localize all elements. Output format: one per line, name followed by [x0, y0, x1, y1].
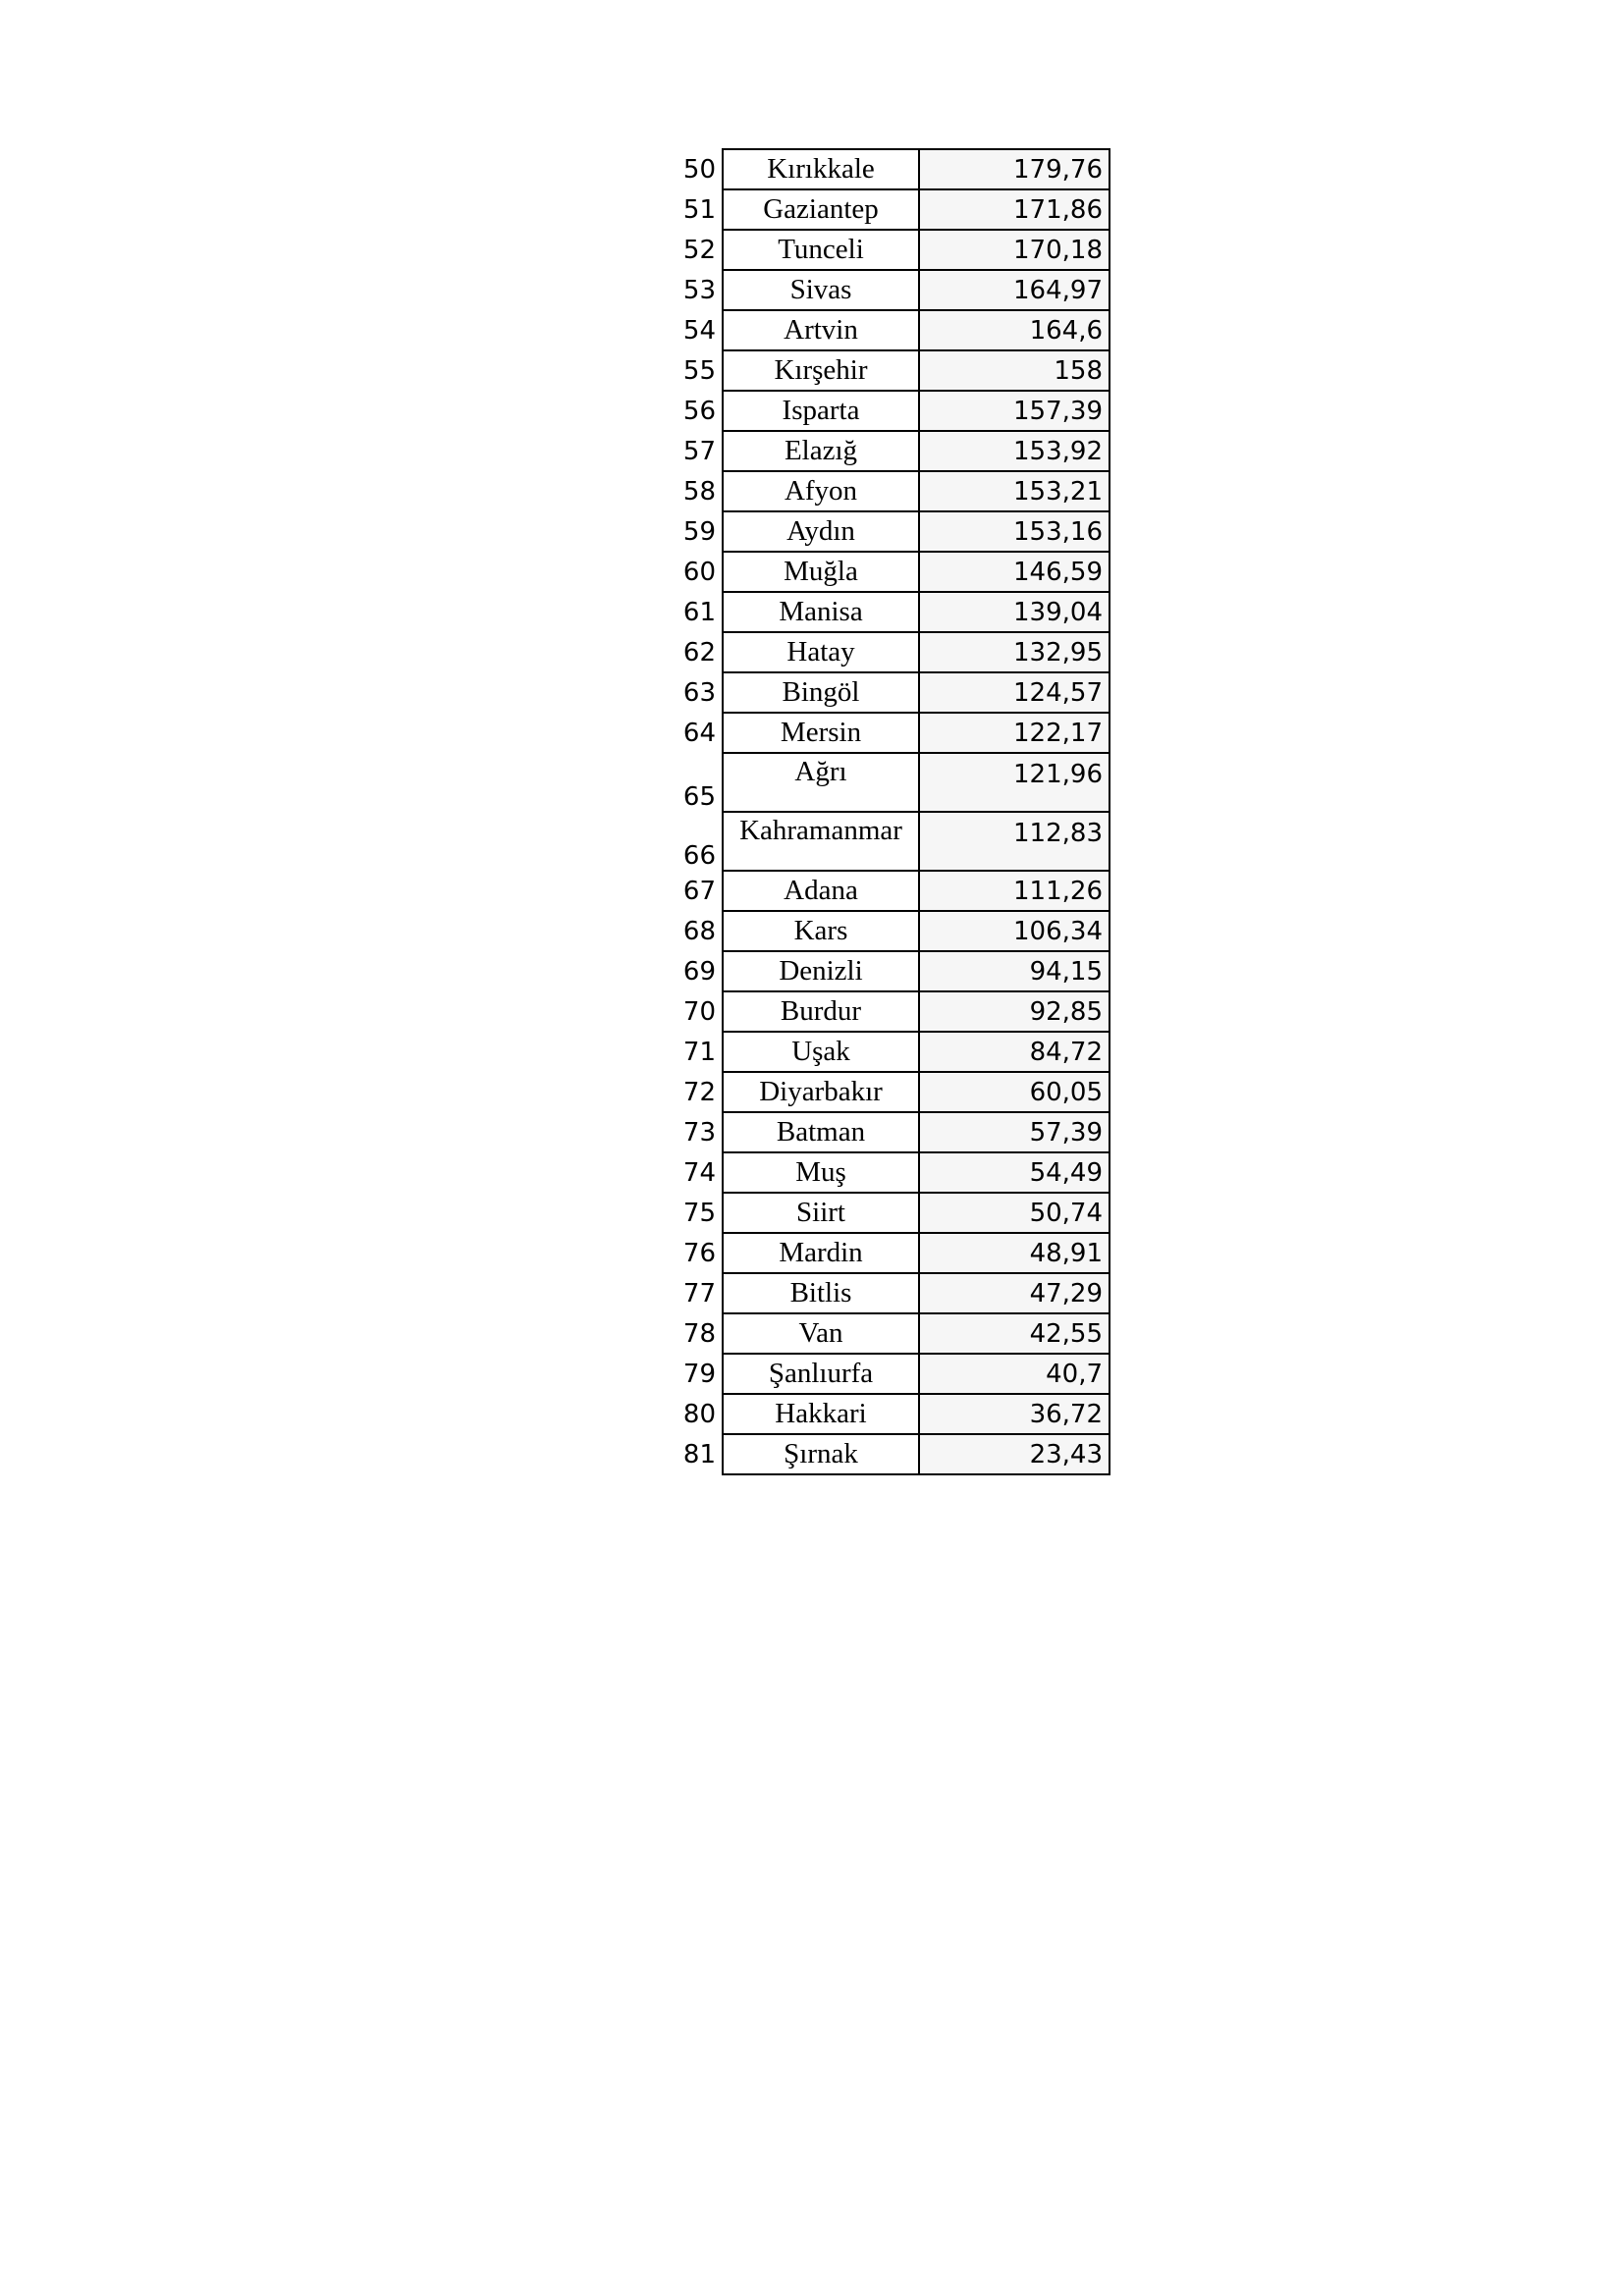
city-cell: Denizli	[723, 951, 919, 991]
rank-cell: 64	[682, 718, 716, 748]
table-row	[669, 431, 1110, 471]
city-cell: Afyon	[723, 471, 919, 511]
rank-cell: 56	[682, 396, 716, 426]
table-row	[669, 812, 1110, 871]
table-row	[669, 1032, 1110, 1072]
city-cell: Kırıkkale	[723, 149, 919, 189]
value-cell: 57,39	[919, 1112, 1110, 1152]
rank-cell: 81	[682, 1439, 716, 1469]
table-row	[669, 310, 1110, 350]
ranking-table-container	[669, 148, 1110, 1475]
city-cell: Manisa	[723, 592, 919, 632]
table-row	[669, 1434, 1110, 1474]
value-cell: 153,16	[919, 511, 1110, 552]
value-cell: 84,72	[919, 1032, 1110, 1072]
table-row	[669, 270, 1110, 310]
rank-cell: 70	[682, 996, 716, 1027]
city-cell: Diyarbakır	[723, 1072, 919, 1112]
table-row	[669, 1152, 1110, 1193]
value-cell: 153,92	[919, 431, 1110, 471]
value-cell: 121,96	[919, 753, 1110, 812]
table-row	[669, 713, 1110, 753]
rank-cell: 69	[682, 956, 716, 987]
value-cell: 54,49	[919, 1152, 1110, 1193]
rank-cell: 53	[682, 275, 716, 305]
rank-cell: 62	[682, 637, 716, 667]
table-row	[669, 1273, 1110, 1313]
rank-cell: 77	[682, 1278, 716, 1308]
rank-cell: 65	[682, 782, 716, 812]
rank-cell: 59	[682, 516, 716, 547]
table-row	[669, 592, 1110, 632]
city-cell: Hakkari	[723, 1394, 919, 1434]
table-row	[669, 391, 1110, 431]
table-row	[669, 1233, 1110, 1273]
city-cell: Elazığ	[723, 431, 919, 471]
rank-cell: 54	[682, 315, 716, 346]
city-cell: Gaziantep	[723, 189, 919, 230]
value-cell: 146,59	[919, 552, 1110, 592]
city-cell: Kırşehir	[723, 350, 919, 391]
rank-cell: 73	[682, 1117, 716, 1148]
rank-cell: 55	[682, 355, 716, 386]
value-cell: 42,55	[919, 1313, 1110, 1354]
province-ranking-table	[669, 148, 1110, 1475]
table-row	[669, 230, 1110, 270]
rank-cell: 75	[682, 1198, 716, 1228]
value-cell: 47,29	[919, 1273, 1110, 1313]
city-cell: Muş	[723, 1152, 919, 1193]
table-row	[669, 911, 1110, 951]
value-cell: 122,17	[919, 713, 1110, 753]
rank-cell: 79	[682, 1359, 716, 1389]
city-cell: Kahramanmar	[723, 812, 919, 871]
city-cell: Bitlis	[723, 1273, 919, 1313]
table-row	[669, 1193, 1110, 1233]
value-cell: 92,85	[919, 991, 1110, 1032]
table-row	[669, 1112, 1110, 1152]
rank-cell: 78	[682, 1318, 716, 1349]
value-cell: 60,05	[919, 1072, 1110, 1112]
city-cell: Artvin	[723, 310, 919, 350]
city-cell: Şırnak	[723, 1434, 919, 1474]
table-row	[669, 511, 1110, 552]
rank-cell: 80	[682, 1399, 716, 1429]
rank-cell: 50	[682, 154, 716, 185]
table-row	[669, 350, 1110, 391]
rank-cell: 66	[682, 841, 716, 871]
city-cell: Ağrı	[723, 753, 919, 812]
rank-cell: 52	[682, 235, 716, 265]
table-row	[669, 632, 1110, 672]
table-row	[669, 1072, 1110, 1112]
value-cell: 158	[919, 350, 1110, 391]
value-cell: 48,91	[919, 1233, 1110, 1273]
table-row	[669, 1354, 1110, 1394]
value-cell: 132,95	[919, 632, 1110, 672]
rank-cell: 68	[682, 916, 716, 946]
city-cell: Tunceli	[723, 230, 919, 270]
rank-cell: 63	[682, 677, 716, 708]
city-cell: Muğla	[723, 552, 919, 592]
table-row	[669, 991, 1110, 1032]
table-row	[669, 951, 1110, 991]
rank-cell: 72	[682, 1077, 716, 1107]
city-cell: Mersin	[723, 713, 919, 753]
value-cell: 112,83	[919, 812, 1110, 871]
table-row	[669, 871, 1110, 911]
table-body	[669, 149, 1110, 1474]
table-row	[669, 471, 1110, 511]
table-row	[669, 1313, 1110, 1354]
value-cell: 50,74	[919, 1193, 1110, 1233]
city-cell: Burdur	[723, 991, 919, 1032]
table-row	[669, 189, 1110, 230]
value-cell: 106,34	[919, 911, 1110, 951]
value-cell: 111,26	[919, 871, 1110, 911]
city-cell: Uşak	[723, 1032, 919, 1072]
value-cell: 23,43	[919, 1434, 1110, 1474]
city-cell: Mardin	[723, 1233, 919, 1273]
city-cell: Isparta	[723, 391, 919, 431]
rank-cell: 57	[682, 436, 716, 466]
table-row	[669, 552, 1110, 592]
rank-cell: 67	[682, 876, 716, 906]
city-cell: Batman	[723, 1112, 919, 1152]
value-cell: 170,18	[919, 230, 1110, 270]
value-cell: 36,72	[919, 1394, 1110, 1434]
value-cell: 124,57	[919, 672, 1110, 713]
city-cell: Hatay	[723, 632, 919, 672]
value-cell: 40,7	[919, 1354, 1110, 1394]
table-row	[669, 672, 1110, 713]
value-cell: 164,6	[919, 310, 1110, 350]
value-cell: 139,04	[919, 592, 1110, 632]
city-cell: Aydın	[723, 511, 919, 552]
table-row	[669, 149, 1110, 189]
rank-cell: 61	[682, 597, 716, 627]
rank-cell: 60	[682, 557, 716, 587]
rank-cell: 71	[682, 1037, 716, 1067]
city-cell: Bingöl	[723, 672, 919, 713]
rank-cell: 76	[682, 1238, 716, 1268]
rank-cell: 51	[682, 194, 716, 225]
city-cell: Kars	[723, 911, 919, 951]
city-cell: Van	[723, 1313, 919, 1354]
value-cell: 157,39	[919, 391, 1110, 431]
value-cell: 179,76	[919, 149, 1110, 189]
city-cell: Siirt	[723, 1193, 919, 1233]
table-row	[669, 1394, 1110, 1434]
value-cell: 164,97	[919, 270, 1110, 310]
rank-cell: 58	[682, 476, 716, 507]
value-cell: 153,21	[919, 471, 1110, 511]
value-cell: 171,86	[919, 189, 1110, 230]
city-cell: Şanlıurfa	[723, 1354, 919, 1394]
table-row	[669, 753, 1110, 812]
value-cell: 94,15	[919, 951, 1110, 991]
city-cell: Sivas	[723, 270, 919, 310]
rank-cell: 74	[682, 1157, 716, 1188]
city-cell: Adana	[723, 871, 919, 911]
